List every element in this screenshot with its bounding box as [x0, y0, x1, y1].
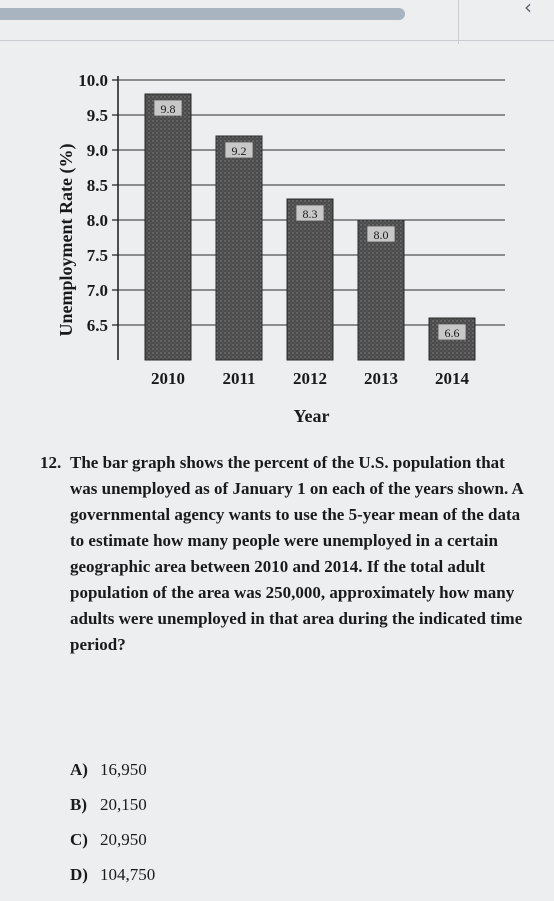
y-tick-label: 6.5 — [86, 316, 108, 335]
choice-letter: A) — [70, 759, 88, 779]
question-number: 12. — [40, 453, 62, 472]
data-label: 9.8 — [160, 102, 176, 116]
x-tick-label: 2012 — [293, 369, 327, 388]
question-text: The bar graph shows the percent of the U.S. population that was unemployed as of January 1 on each of the years shown. A governmental agency wants to use the 5-year mean of the data to estimate how many people were unemployed in a certain geographic area between 2010 and 2014. If the total adult population of the area was 250,000, approximately how many adults were unemployed in that area during the indicated time period? — [70, 453, 523, 654]
y-tick-label: 9.0 — [86, 141, 108, 160]
y-tick-label: 7.0 — [86, 281, 108, 300]
y-tick-label: 8.5 — [86, 176, 108, 195]
data-label: 8.0 — [373, 228, 389, 242]
bar-2010 — [145, 94, 191, 360]
choice-text: 20,150 — [100, 794, 147, 814]
bar-chart — [0, 60, 554, 440]
choice-a[interactable] — [70, 752, 155, 787]
x-tick-label: 2010 — [151, 369, 185, 388]
y-tick-label: 9.5 — [86, 106, 108, 125]
y-tick-label: 7.5 — [86, 246, 108, 265]
y-tick-label: 8.0 — [86, 211, 108, 230]
choice-text: 20,950 — [100, 829, 147, 849]
x-tick-label: 2013 — [364, 369, 398, 388]
bar-2012 — [287, 199, 333, 360]
choice-letter: C) — [70, 829, 88, 849]
x-tick-label: 2014 — [435, 369, 469, 388]
choice-letter: D) — [70, 864, 88, 884]
y-tick-label: 10.0 — [78, 71, 108, 90]
data-label: 6.6 — [444, 326, 460, 340]
choice-c[interactable] — [70, 822, 155, 857]
answer-choices — [70, 752, 155, 892]
x-axis-title: Year — [293, 406, 330, 426]
toolbar-divider — [458, 0, 459, 44]
choice-text: 104,750 — [100, 864, 156, 884]
bar-2011 — [216, 136, 262, 360]
x-tick-label: 2011 — [222, 369, 256, 388]
data-label: 9.2 — [231, 144, 247, 158]
top-bar — [0, 0, 554, 44]
choice-d[interactable] — [70, 857, 155, 892]
y-axis-title: Unemployment Rate (%) — [56, 143, 76, 337]
toolbar-underline — [0, 40, 554, 41]
back-chevron-icon[interactable]: ‹ — [524, 0, 532, 19]
choice-text: 16,950 — [100, 759, 147, 779]
data-label: 8.3 — [302, 207, 318, 221]
choice-b[interactable] — [70, 787, 155, 822]
progress-strip — [0, 8, 405, 20]
choice-letter: B) — [70, 794, 87, 814]
